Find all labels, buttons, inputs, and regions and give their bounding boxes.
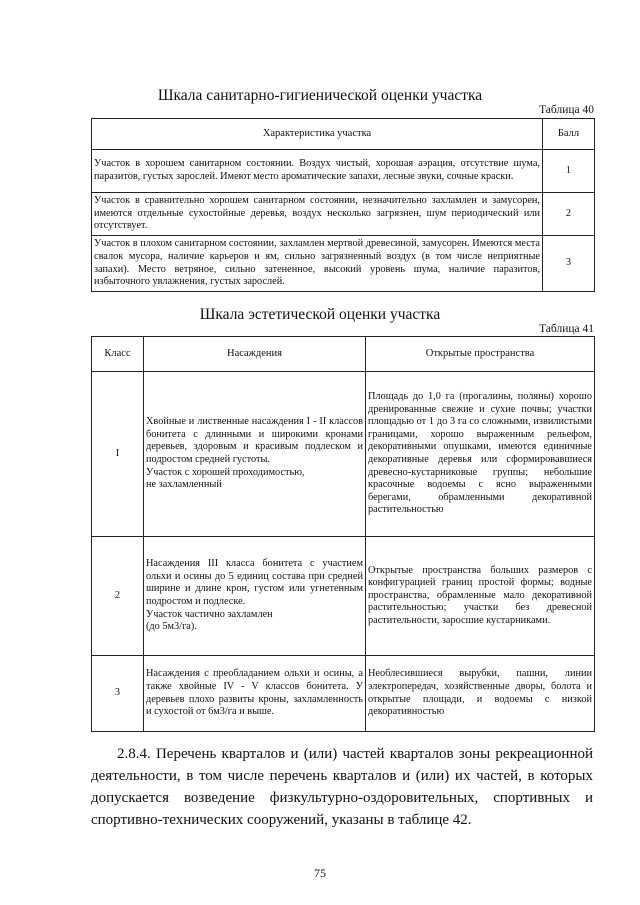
table-row [92, 150, 595, 193]
table41-row1-plantings-main: Хвойные и лиственные насаждения I - II классов бонитета с длинными и широкими кронами деревьев, здоровым и красивым подлеском и подростом средней густоты. [146, 416, 363, 465]
table41-header-open-spaces: Открытые пространства [366, 337, 595, 372]
table41-row2-class: 2 [92, 537, 144, 656]
table-row [92, 537, 595, 656]
table41-row3-plantings [144, 656, 366, 732]
table-row [92, 236, 595, 292]
table-row [92, 372, 595, 537]
table40-row3-text: Участок в плохом санитарном состоянии, захламлен мертвой древесиной, замусорен. Имеются места свалок мусора, наличие карьеров и ям, сильно загрязненный воздух (в том числе неприятные запахи). Место ветряное, сильно затененное, высокий уровень шума, наличие паразитов, избыточного увлажнения, густых зарослей. [92, 236, 543, 292]
table41-row2-plantings [144, 537, 366, 656]
table-row [92, 656, 595, 732]
table41-row1-plantings [144, 372, 366, 537]
table41-row3-plantings-main: Насаждения с преобладанием ольхи и осины, а также хвойные IV - V классов бонитета. У деревьев плохо развиты кроны, захламленность и сухостой от 6м3/га и выше. [146, 668, 363, 718]
table40 [91, 118, 595, 292]
table41 [91, 336, 595, 732]
page-number: 75 [314, 866, 326, 880]
table-row [92, 193, 595, 236]
table41-row1-plantings-extra2: не захламленный [146, 479, 222, 491]
table40-row2-text: Участок в сравнительно хорошем санитарном состоянии, незначительно захламлен и замусорен, имеются отдельные сухостойные деревья, воздух несколько загрязнен, шум периодический или отсутствует. [92, 193, 543, 236]
table41-row2-plantings-main: Насаждения III класса бонитета с участием ольхи и осины до 5 единиц состава при средней ширине и длине крон, густом или угнетенным подростом и подлеске. [146, 558, 363, 607]
table41-header-class: Класс [92, 337, 144, 372]
table41-header-row [92, 337, 595, 372]
table40-header-row [92, 119, 595, 150]
table41-caption: Таблица 41 [539, 323, 594, 335]
table41-row2-plantings-extra: Участок частично захламлен [146, 608, 273, 620]
table41-row2-plantings-extra2: (до 5м3/га). [146, 621, 197, 633]
table41-row1-open: Площадь до 1,0 га (прогалины, поляны) хорошо дренированные свежие и сухие почвы; участки площадью от 1 до 3 га со сложными, извилистыми границами, хорошо выраженным рельефом, декоративными опушками, имеются единичные декоративные деревья или сформировавшиеся древесно-кустарниковые группы; небольшие красочные водоемы с ясно выраженными берегами, обрамленными декоративной растительностью [366, 372, 595, 537]
table41-row1-class: I [92, 372, 144, 537]
table41-row3-open: Необлесившиеся вырубки, пашни, линии электропередач, хозяйственные дворы, болота и открытые площади, и водоемы с низкой декоративностью [366, 656, 595, 732]
table40-row1-text: Участок в хорошем санитарном состоянии. Воздух чистый, хорошая аэрация, отсутствие шума, паразитов, густых зарослей. Имеют место ароматические запахи, лесные звуки, сочные краски. [92, 150, 543, 193]
table40-row2-score: 2 [543, 193, 595, 236]
table40-row3-score: 3 [543, 236, 595, 292]
table40-caption: Таблица 40 [539, 104, 594, 116]
table40-row1-score: 1 [543, 150, 595, 193]
section-paragraph: 2.8.4. Перечень кварталов и (или) частей кварталов зоны рекреационной деятельности, в том числе перечень кварталов и (или) их частей, в которых допускается возведение физкультурно-оздоровительных, спортивных и спортивно-технических сооружений, указаны в таблице 42. [91, 746, 593, 828]
table41-title: Шкала эстетической оценки участка [199, 306, 441, 323]
table41-row2-open: Открытые пространства больших размеров с конфигурацией границ простой формы; водные пространства, обрамленные мало декоративной растительностью; участки без древесной растительности, заросшие кустарниками. [366, 537, 595, 656]
table41-row3-class: 3 [92, 656, 144, 732]
table40-header-characteristic: Характеристика участка [92, 119, 543, 150]
table40-title: Шкала санитарно-гигиенической оценки участка [157, 87, 483, 104]
table41-row1-plantings-extra: Участок с хорошей проходимостью, [146, 466, 305, 478]
table41-header-plantings: Насаждения [144, 337, 366, 372]
table40-header-score: Балл [543, 119, 595, 150]
